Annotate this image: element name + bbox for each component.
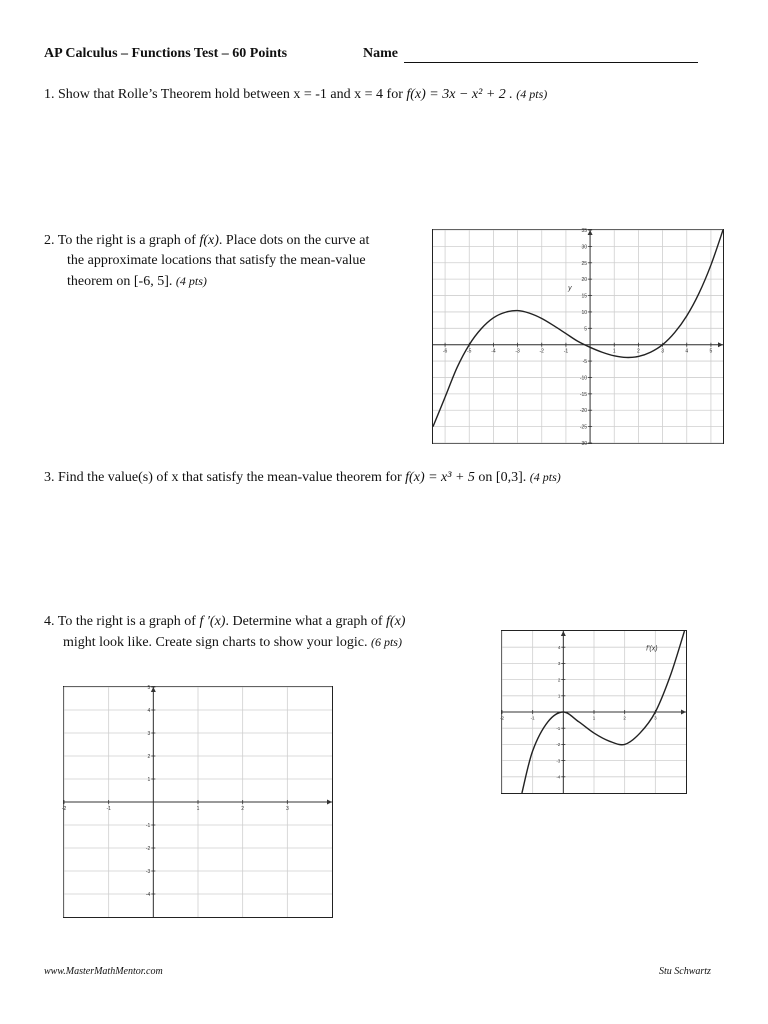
q1-formula: f(x) = 3x − x² + 2 . [406, 87, 513, 102]
y-tick-label: -2 [556, 742, 561, 748]
y-tick-label: 2 [557, 677, 561, 683]
y-tick-label: -1 [556, 726, 561, 731]
x-tick-label: 5 [709, 348, 713, 355]
x-tick-label: 3 [654, 715, 657, 721]
name-label: Name [363, 46, 398, 61]
q2-line3: theorem on [-6, 5]. [67, 274, 173, 289]
x-tick-label: 4 [685, 348, 689, 355]
x-tick-label: -3 [515, 348, 520, 355]
y-tick-label: -10 [579, 375, 588, 382]
graph-frame [433, 230, 724, 444]
x-tick-label: -2 [539, 348, 544, 355]
footer-website[interactable]: www.MasterMathMentor.com [44, 966, 163, 977]
q2-function-graph[interactable] [432, 228, 724, 447]
graph-annotation: f′(x) [646, 645, 658, 653]
y-axis-label: y [568, 285, 572, 292]
y-tick-label: -3 [145, 869, 151, 875]
y-tick-label: 5 [147, 685, 151, 691]
q4-number: 4. [44, 614, 55, 629]
x-tick-label: 3 [661, 348, 664, 355]
q4-line1b: . Determine what a graph of [225, 614, 383, 629]
y-tick-label: -15 [579, 391, 588, 398]
x-tick-label: 2 [637, 348, 640, 355]
y-tick-label: -5 [582, 359, 588, 366]
y-tick-label: -1 [145, 823, 151, 829]
y-tick-label: -2 [145, 846, 151, 852]
y-tick-label: -4 [556, 774, 561, 780]
y-tick-label: 2 [147, 754, 151, 760]
x-tick-label: 1 [196, 806, 200, 812]
question-3 [44, 467, 561, 488]
y-tick-label: 3 [147, 731, 151, 737]
y-tick-label: -3 [556, 758, 561, 764]
x-tick-label: -1 [563, 348, 569, 355]
x-tick-label: 2 [623, 715, 626, 721]
y-tick-label: 30 [581, 244, 588, 251]
q3-interval: on [0,3]. [478, 470, 527, 485]
y-tick-label: 35 [581, 228, 588, 234]
question-1 [44, 84, 547, 105]
test-title: AP Calculus – Functions Test – 60 Points [44, 46, 288, 61]
y-tick-label: -4 [145, 892, 151, 898]
y-tick-label: -20 [579, 408, 588, 415]
q4-blank-grid[interactable] [63, 686, 333, 918]
q2-line1: To the right is a graph of [57, 233, 196, 248]
x-tick-label: -6 [442, 348, 448, 355]
q2-func: f(x) [199, 233, 219, 248]
q2-number: 2. [44, 233, 55, 248]
y-tick-label: 10 [581, 309, 588, 316]
y-tick-label: 20 [581, 277, 588, 284]
q1-number: 1. [44, 87, 55, 102]
y-tick-label: 1 [557, 693, 561, 699]
q4-func2: f(x) [386, 614, 406, 629]
q1-text-a: Show that Rolle’s Theorem hold between [58, 87, 290, 102]
x-tick-label: 3 [285, 806, 289, 812]
q2-line2: the approximate locations that satisfy the mean-value [67, 253, 366, 268]
x-tick-label: -2 [61, 806, 67, 812]
x-tick-label: -5 [467, 348, 472, 355]
x-tick-label: -4 [491, 348, 496, 355]
y-tick-label: 4 [557, 645, 561, 650]
x-tick-label: -1 [106, 806, 111, 812]
name-line[interactable] [404, 62, 698, 63]
y-tick-label: 3 [557, 661, 561, 667]
q2-line1b: . Place dots on the curve at [218, 233, 370, 248]
q4-line2: might look like. Create sign charts to show your logic. [63, 635, 368, 650]
question-2 [44, 231, 424, 292]
q2-points: (4 pts) [175, 274, 207, 288]
y-tick-label: 5 [584, 326, 588, 333]
q3-points: (4 pts) [529, 470, 561, 484]
q1-points: (4 pts) [516, 87, 548, 101]
y-tick-label: 25 [581, 260, 588, 267]
q4-points: (6 pts) [370, 635, 402, 649]
q4-func1: f ′(x) [199, 614, 226, 629]
footer-author: Stu Schwartz [659, 966, 711, 977]
y-tick-label: 1 [147, 777, 151, 783]
y-tick-label: -25 [579, 424, 588, 431]
x-tick-label: 2 [241, 806, 245, 812]
q3-text: Find the value(s) of x that satisfy the mean-value theorem for [58, 470, 402, 485]
q4-derivative-graph [501, 630, 687, 794]
y-tick-label: 15 [581, 293, 588, 300]
y-tick-label: 4 [147, 708, 151, 714]
q4-line1: To the right is a graph of [57, 614, 196, 629]
x-tick-label: 1 [592, 715, 596, 721]
q3-number: 3. [44, 470, 55, 485]
y-tick-label: -30 [579, 441, 588, 447]
q3-formula: f(x) = x³ + 5 [405, 470, 475, 485]
q1-text-b: x = -1 and x = 4 for [293, 87, 403, 102]
x-tick-label: -1 [530, 715, 535, 721]
x-tick-label: -2 [499, 715, 505, 721]
question-4 [44, 612, 474, 653]
x-tick-label: 1 [612, 348, 616, 355]
